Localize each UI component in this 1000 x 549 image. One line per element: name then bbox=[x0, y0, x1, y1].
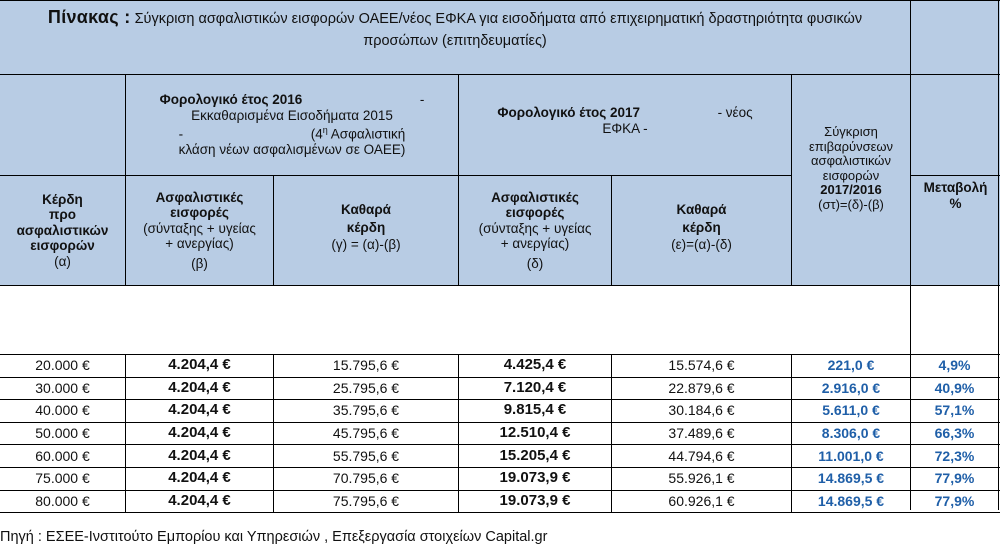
table-cell-e: 37.489,6 € bbox=[668, 425, 735, 442]
col-b-l1: Ασφαλιστικές bbox=[155, 189, 244, 205]
table-cell-b: 4.204,4 € bbox=[168, 356, 231, 374]
col-e-l2: κέρδη bbox=[682, 219, 721, 235]
col-a-l3: ασφαλιστικών bbox=[16, 222, 109, 238]
table-cell-e: 22.879,6 € bbox=[668, 379, 735, 396]
col-d-l3: (σύνταξης + υγείας bbox=[478, 220, 592, 236]
table-cell-c: 70.795,6 € bbox=[332, 470, 400, 487]
table-cell-d: 19.073,9 € bbox=[499, 491, 571, 509]
group-2016-line4: κλάση νέων ασφαλισμένων σε ΟΑΕΕ) bbox=[178, 142, 406, 158]
title-prefix: Πίνακας : bbox=[47, 7, 131, 27]
col-a-l5: (α) bbox=[54, 253, 71, 269]
grid-line bbox=[998, 0, 999, 510]
grid-line bbox=[0, 490, 1000, 491]
col-c-l3: (γ) = (α)-(β) bbox=[331, 237, 401, 252]
grid-line bbox=[0, 285, 1000, 286]
table-cell-a: 20.000 € bbox=[35, 357, 90, 374]
table-cell-d: 9.815,4 € bbox=[503, 401, 567, 419]
col-header-d bbox=[459, 176, 611, 285]
group-2016-line1: Φορολογικό έτος 2016 bbox=[159, 92, 303, 108]
grid-line bbox=[0, 399, 1000, 400]
table-cell-c: 75.795,6 € bbox=[332, 492, 400, 509]
table-cell-d: 4.425,4 € bbox=[503, 356, 567, 374]
table-cell-f: 8.306,0 € bbox=[821, 425, 881, 442]
grid-line bbox=[0, 422, 1000, 423]
table-cell-e: 30.184,6 € bbox=[668, 402, 735, 419]
group-header-2017 bbox=[459, 75, 791, 175]
grid-line bbox=[910, 0, 911, 510]
source-footer: Πηγή : ΕΣΕΕ-Ινστιτούτο Εμπορίου και Υπηρεσιών , Επεξεργασία στοιχείων Capital.gr bbox=[0, 529, 548, 545]
table-cell-e: 15.574,6 € bbox=[668, 357, 735, 374]
group-2016-line3: (4 bbox=[310, 126, 323, 142]
table-title bbox=[0, 0, 910, 74]
col-header-c bbox=[274, 176, 458, 285]
table-cell-f: 14.869,5 € bbox=[817, 492, 885, 509]
grid-line bbox=[0, 354, 1000, 355]
table-cell-e: 44.794,6 € bbox=[668, 447, 735, 464]
table-cell-a: 80.000 € bbox=[35, 492, 90, 509]
grid-line bbox=[611, 175, 612, 286]
table-cell-a: 50.000 € bbox=[35, 425, 90, 442]
col-b-l5: (β) bbox=[191, 255, 208, 271]
col-g-l1: Μεταβολή bbox=[923, 180, 988, 195]
grid-line bbox=[0, 444, 1000, 445]
grid-line bbox=[0, 377, 1000, 378]
table-cell-d: 7.120,4 € bbox=[503, 378, 567, 396]
table-cell-g: 77,9% bbox=[934, 470, 975, 487]
grid-line bbox=[0, 467, 1000, 468]
grid-line bbox=[791, 74, 792, 286]
group-2017-suffix: - νέος bbox=[717, 105, 753, 120]
col-header-e bbox=[612, 176, 791, 285]
col-a-l2: προ bbox=[49, 207, 76, 223]
col-e-l1: Καθαρά bbox=[676, 202, 727, 217]
table-cell-d: 15.205,4 € bbox=[499, 446, 571, 464]
col-c-l1: Καθαρά bbox=[341, 202, 391, 217]
compare-line1: Σύγκριση bbox=[824, 124, 878, 139]
grid-line bbox=[125, 354, 126, 512]
table-cell-g: 77,9% bbox=[934, 492, 975, 509]
table-cell-f: 14.869,5 € bbox=[817, 470, 885, 487]
compare-line3: ασφαλιστικών bbox=[811, 153, 891, 168]
table-cell-b: 4.204,4 € bbox=[168, 491, 231, 509]
table-cell-e: 55.926,1 € bbox=[668, 470, 735, 487]
group-empty-g bbox=[911, 75, 1000, 175]
group-empty-a bbox=[0, 75, 125, 175]
grid-line bbox=[0, 74, 1000, 75]
group-2016-sup: η bbox=[322, 125, 328, 136]
table-cell-a: 40.000 € bbox=[35, 402, 90, 419]
table-cell-g: 4,9% bbox=[938, 357, 971, 374]
table-cell-e: 60.926,1 € bbox=[668, 492, 735, 509]
compare-line4: εισφορών bbox=[822, 167, 880, 183]
group-header-2016 bbox=[126, 75, 458, 175]
table-cell-a: 60.000 € bbox=[35, 447, 90, 464]
grid-line bbox=[791, 354, 792, 512]
col-b-l4: + ανεργίας) bbox=[165, 236, 234, 252]
col-d-l5: (δ) bbox=[526, 255, 544, 271]
col-d-l4: + ανεργίας) bbox=[500, 236, 570, 252]
table-cell-f: 5.611,0 € bbox=[822, 402, 880, 419]
col-d-l1: Ασφαλιστικές bbox=[491, 189, 579, 205]
group-2016-line3b: Ασφαλιστική bbox=[327, 126, 406, 142]
col-a-l1: Κέρδη bbox=[42, 191, 83, 207]
table-cell-b: 4.204,4 € bbox=[168, 424, 231, 442]
table-cell-f: 2.916,0 € bbox=[821, 379, 881, 396]
table-cell-g: 72,3% bbox=[934, 447, 975, 464]
title-text: Σύγκριση ασφαλιστικών εισφορών ΟΑΕΕ/νέος ΕΦΚΑ για εισοδήματα από επιχειρηματική δραστηριότητα φυσικών προσώπων (επιτηδευματίες) bbox=[134, 11, 863, 49]
table-cell-g: 40,9% bbox=[934, 379, 975, 396]
grid-line bbox=[458, 354, 459, 512]
grid-line bbox=[0, 175, 126, 176]
table-cell-a: 75.000 € bbox=[35, 470, 90, 487]
group-2016-dash2: - bbox=[178, 126, 184, 142]
table-cell-d: 12.510,4 € bbox=[499, 424, 571, 442]
col-header-b bbox=[126, 176, 273, 285]
compare-line5: 2017/2016 bbox=[820, 182, 882, 197]
grid-line bbox=[0, 512, 1000, 513]
grid-line bbox=[273, 354, 274, 512]
table-cell-b: 4.204,4 € bbox=[168, 378, 231, 396]
title-right-cell bbox=[911, 0, 1000, 74]
table-cell-c: 55.795,6 € bbox=[332, 447, 400, 464]
table-cell-d: 19.073,9 € bbox=[499, 469, 571, 487]
col-header-g bbox=[911, 176, 1000, 285]
col-b-l3: (σύνταξης + υγείας bbox=[143, 220, 256, 236]
table-cell-c: 35.795,6 € bbox=[332, 402, 400, 419]
table-cell-c: 25.795,6 € bbox=[332, 379, 400, 396]
table-cell-b: 4.204,4 € bbox=[168, 446, 231, 464]
compare-line6: (στ)=(δ)-(β) bbox=[818, 196, 884, 212]
table-cell-c: 15.795,6 € bbox=[332, 357, 400, 374]
group-2016-dash1: - bbox=[419, 92, 425, 108]
table-cell-g: 66,3% bbox=[934, 425, 975, 442]
table-cell-a: 30.000 € bbox=[35, 379, 90, 396]
col-c-l2: κέρδη bbox=[346, 219, 386, 235]
col-g-l2: % bbox=[949, 195, 962, 211]
grid-line bbox=[910, 175, 1000, 176]
table-cell-g: 57,1% bbox=[934, 402, 975, 419]
compare-line2: επιβαρύνσεων bbox=[808, 138, 894, 154]
grid-line bbox=[273, 175, 274, 286]
table-cell-c: 45.795,6 € bbox=[332, 425, 400, 442]
compare-header bbox=[792, 75, 910, 285]
grid-line bbox=[458, 74, 459, 286]
group-2017-line2: ΕΦΚΑ - bbox=[602, 120, 648, 136]
grid-line bbox=[0, 0, 1000, 1]
table-cell-f: 11.001,0 € bbox=[818, 447, 884, 464]
table-cell-b: 4.204,4 € bbox=[168, 469, 231, 487]
col-e-l3: (ε)=(α)-(δ) bbox=[671, 237, 732, 252]
grid-line bbox=[611, 354, 612, 512]
group-2016-line2: Εκκαθαρισμένα Εισοδήματα 2015 bbox=[191, 107, 393, 123]
group-2017-line1: Φορολογικό έτος 2017 bbox=[497, 105, 641, 120]
grid-line bbox=[125, 74, 126, 286]
col-b-l2: εισφορές bbox=[170, 205, 229, 221]
col-header-a bbox=[0, 176, 125, 285]
col-d-l2: εισφορές bbox=[505, 205, 565, 221]
col-a-l4: εισφορών bbox=[30, 238, 95, 254]
table-cell-f: 221,0 € bbox=[827, 357, 875, 374]
table-cell-b: 4.204,4 € bbox=[168, 401, 231, 419]
